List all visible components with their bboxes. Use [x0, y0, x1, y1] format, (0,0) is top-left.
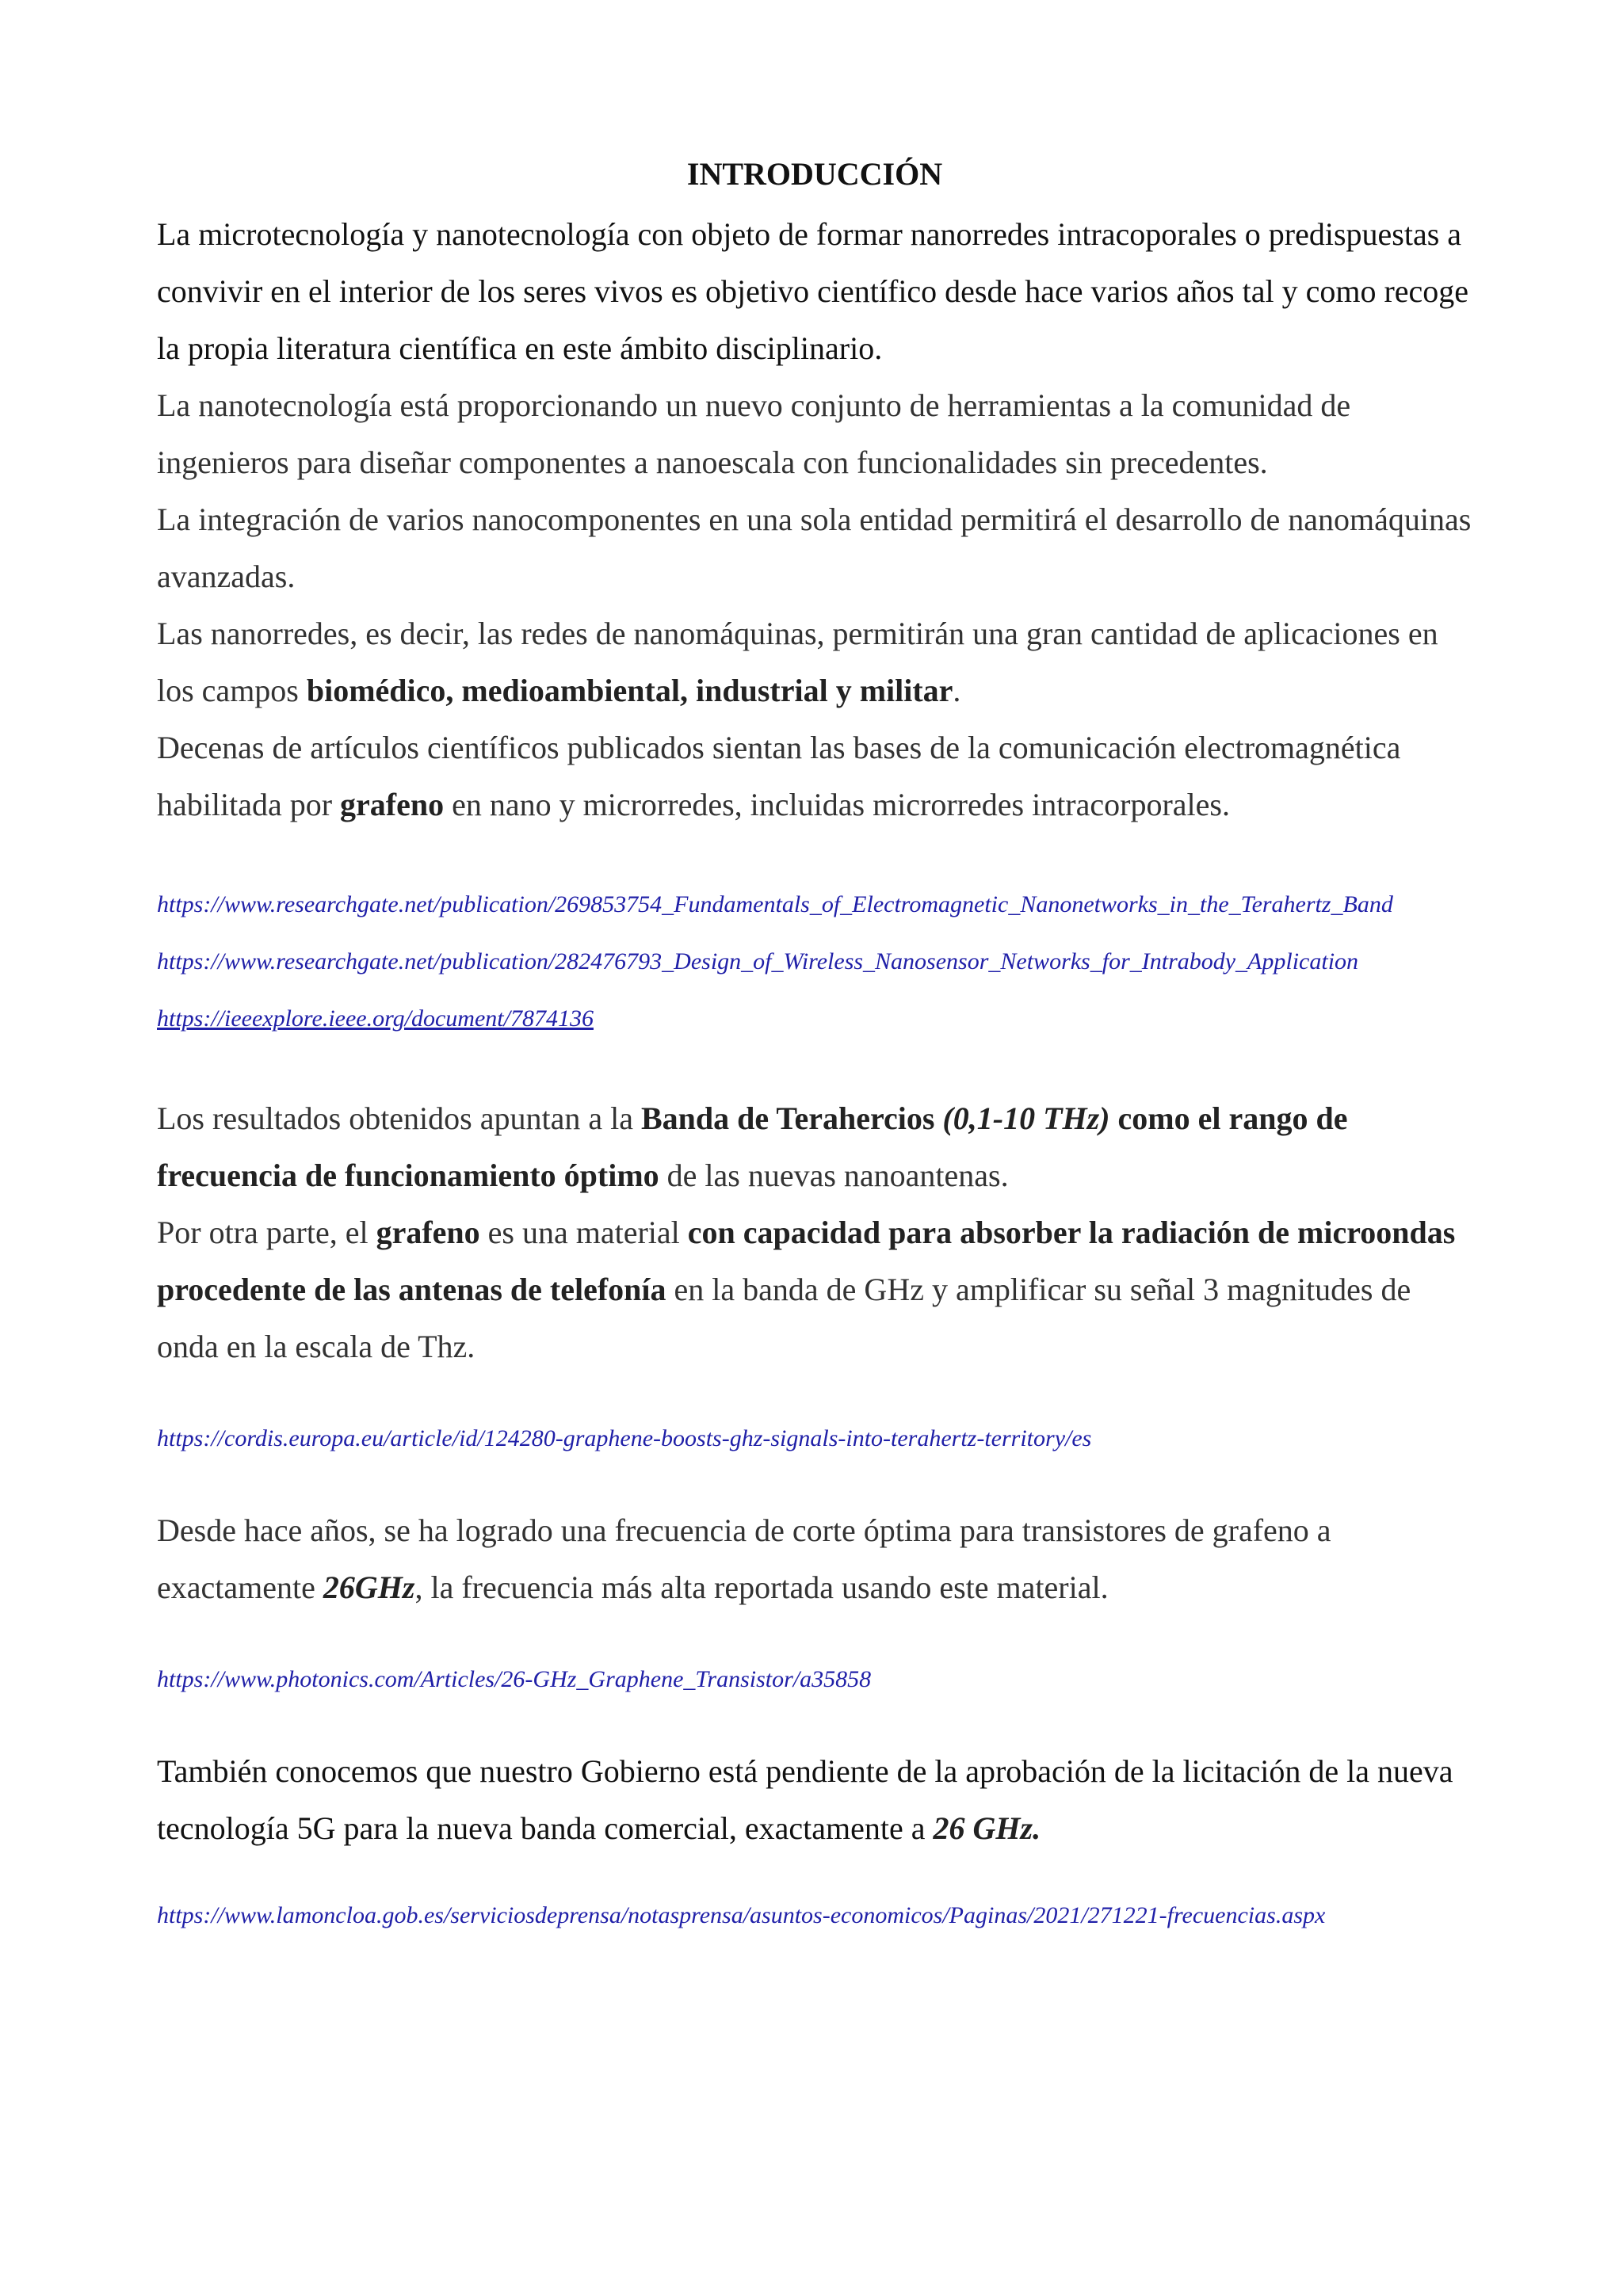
nanoredes-bold: biomédico, medioambiental, industrial y militar: [306, 673, 953, 708]
gobierno-block: [157, 1743, 1472, 1857]
grafeno-text-3: en la banda de GHz y amplificar su señal 3 magnitudes de onda en la escala de Thz.: [157, 1272, 1411, 1364]
link-photonics[interactable]: https://www.photonics.com/Articles/26-GHz_Graphene_Transistor/a35858: [157, 1666, 872, 1692]
grafeno-paragraph: [157, 1204, 1472, 1375]
reference-links: [157, 876, 1472, 1047]
integration-paragraph: La integración de varios nanocomponentes en una sola entidad permitirá el desarrollo de nanomáquinas avanzadas.: [157, 502, 1472, 594]
resultados-optimal: como el rango de frecuencia de funcionamiento óptimo: [157, 1100, 1348, 1193]
cordis-link-block: [157, 1410, 1472, 1467]
grafeno-text-1: Por otra parte, el: [157, 1215, 376, 1250]
grafeno-bold-1: grafeno: [376, 1215, 480, 1250]
photonics-link-block: [157, 1651, 1472, 1708]
grafeno-bold-2: con capacidad para absorber la radiación de microondas procedente de las antenas de telefonía: [157, 1215, 1456, 1307]
transistores-block: [157, 1502, 1472, 1616]
articulos-bold: grafeno: [340, 787, 445, 822]
document-content: [157, 151, 1472, 1939]
articulos-end: en nano y microrredes, incluidas microrredes intracorporales.: [444, 787, 1230, 822]
resultados-band: Banda de Terahercios: [640, 1100, 943, 1136]
nanoredes-paragraph: [157, 605, 1472, 719]
transistores-freq: 26GHz: [323, 1569, 415, 1605]
link-researchgate-design[interactable]: https://www.researchgate.net/publication/282476793_Design_of_Wireless_Nanosensor_Networks_for_Intrabody_Application: [157, 948, 1359, 974]
moncloa-link-block: [157, 1892, 1472, 1939]
nanoredes-end: .: [953, 673, 961, 708]
resultados-text: Los resultados obtenidos apuntan a la: [157, 1100, 641, 1136]
resultados-range: (0,1-10 THz): [942, 1100, 1110, 1136]
transistores-paragraph: [157, 1502, 1472, 1616]
transistores-end: , la frecuencia más alta reportada usando este material.: [414, 1569, 1109, 1605]
resultados-block: [157, 1090, 1472, 1375]
link-cordis[interactable]: https://cordis.europa.eu/article/id/124280-graphene-boosts-ghz-signals-into-terahertz-territory/es: [157, 1425, 1092, 1451]
gobierno-freq: 26 GHz.: [933, 1810, 1041, 1846]
articulos-text: Decenas de artículos científicos publicados sientan las bases de la comunicación electromagnética habilitada por: [157, 730, 1401, 822]
link-researchgate-fundamentals[interactable]: https://www.researchgate.net/publication/269853754_Fundamentals_of_Electromagnetic_Nanonetworks_in_the_Terahertz_Band: [157, 891, 1393, 917]
nanoredes-text: Las nanorredes, es decir, las redes de nanomáquinas, permitirán una gran cantidad de aplicaciones en los campos: [157, 616, 1438, 708]
link-moncloa[interactable]: https://www.lamoncloa.gob.es/serviciosdeprensa/notasprensa/asuntos-economicos/Paginas/2021/271221-frecuencias.aspx: [157, 1902, 1326, 1928]
intro-paragraph: La microtecnología y nanotecnología con objeto de formar nanorredes intracoporales o predispuestas a convivir en el interior de los seres vivos es objetivo científico desde hace varios años tal y como recoge la propia literatura científica en este ámbito disciplinario.: [157, 216, 1469, 366]
nano-tools-paragraph: La nanotecnología está proporcionando un nuevo conjunto de herramientas a la comunidad de ingenieros para diseñar componentes a nanoescala con funcionalidades sin precedentes.: [157, 387, 1351, 480]
resultados-end: de las nuevas nanoantenas.: [659, 1158, 1009, 1193]
grafeno-text-2: es una material: [479, 1215, 688, 1250]
articulos-paragraph: [157, 719, 1472, 833]
gobierno-text: También conocemos que nuestro Gobierno está pendiente de la aprobación de la licitación de la nueva tecnología 5G para la nueva banda comercial, exactamente a: [157, 1753, 1453, 1846]
link-ieeexplore[interactable]: https://ieeexplore.ieee.org/document/7874136: [157, 1005, 594, 1032]
transistores-text: Desde hace años, se ha logrado una frecuencia de corte óptima para transistores de grafeno a exactamente: [157, 1512, 1331, 1605]
gobierno-paragraph: [157, 1743, 1472, 1857]
page-title: INTRODUCCIÓN: [686, 156, 943, 192]
resultados-paragraph: [157, 1090, 1472, 1204]
